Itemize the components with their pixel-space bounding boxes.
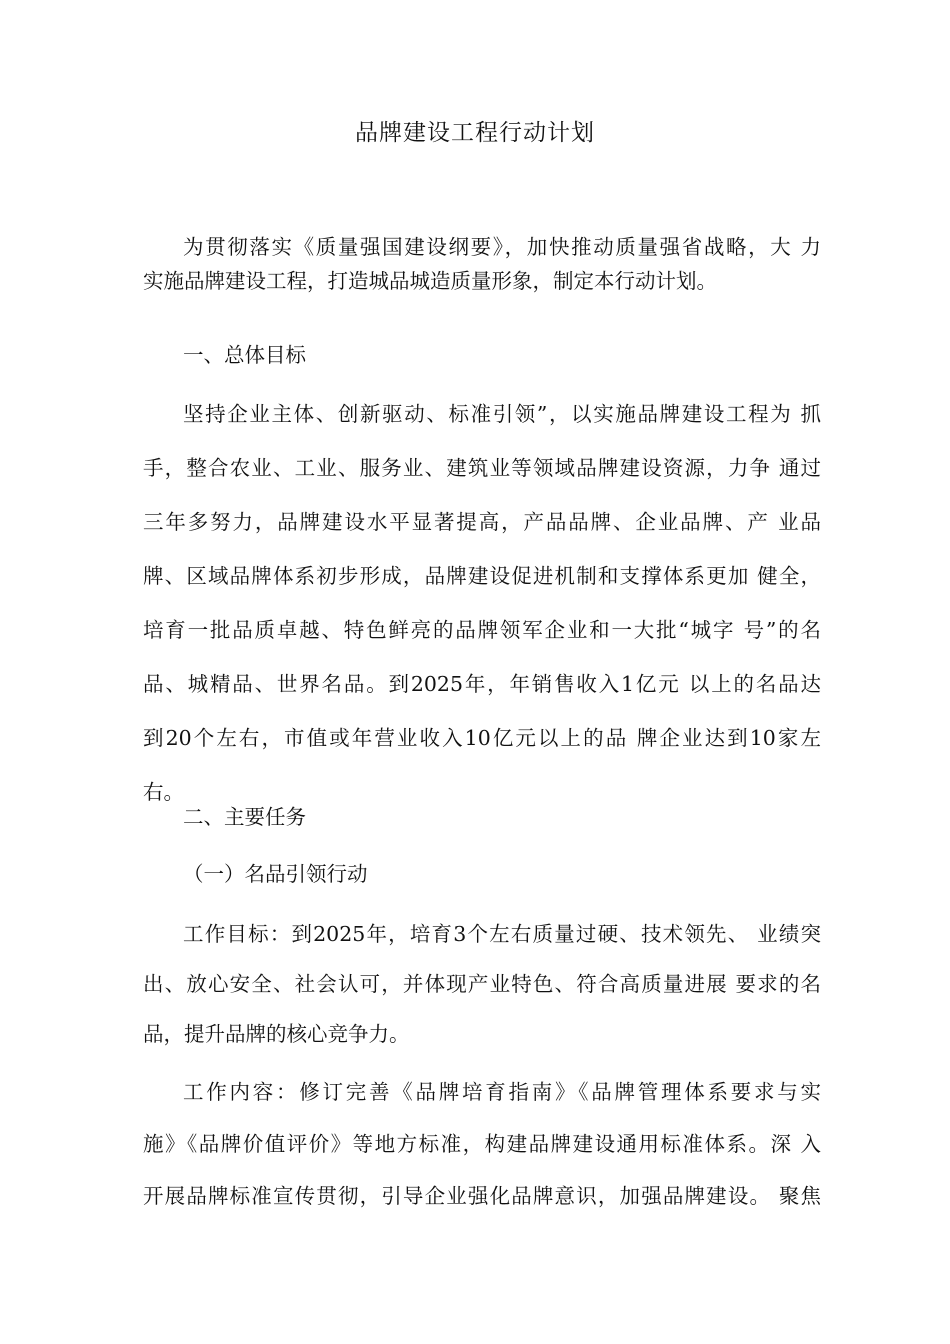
paragraph-line: 工作目标：到2025年，培育3个左右质量过硬、技术领先、 业绩突 [183,922,821,946]
paragraph-line: 到20个左右，市值或年营业收入10亿元以上的品 牌企业达到10家左 [143,726,821,750]
subsection-heading-brand-leading: （一）名品引领行动 [183,862,368,886]
paragraph-line: 品，提升品牌的核心竞争力。 [143,1022,410,1046]
paragraph-line: 工作内容：修订完善《品牌培育指南》《品牌管理体系要求与实 [183,1080,821,1104]
paragraph-line: 右。 [143,780,184,804]
paragraph-line: 出、放心安全、社会认可，并体现产业特色、符合高质量进展 要求的名 [143,972,821,996]
intro-paragraph [143,230,821,298]
document-title: 品牌建设工程行动计划 [355,120,595,146]
overall-goal-paragraph [143,397,821,809]
paragraph-line: 为贯彻落实《质量强国建设纲要》，加快推动质量强省战略，大 力 [183,235,821,259]
paragraph-line: 牌、区域品牌体系初步形成，品牌建设促进机制和支撑体系更加 健全， [143,564,821,588]
paragraph-line: 三年多努力，品牌建设水平显著提高，产品品牌、企业品牌、产 业品 [143,510,821,534]
work-content-paragraph [143,1075,821,1213]
section-heading-main-tasks: 二、主要任务 [183,805,306,829]
paragraph-line: 手，整合农业、工业、服务业、建筑业等领域品牌建设资源，力争 通过 [143,456,821,480]
paragraph-line: 施》《品牌价值评价》等地方标准，构建品牌建设通用标准体系。深 入 [143,1132,821,1156]
section-heading-overall-goal: 一、总体目标 [183,343,306,367]
paragraph-line: 品、城精品、世界名品。到2025年，年销售收入1亿元 以上的名品达 [143,672,821,696]
paragraph-line: 实施品牌建设工程，打造城品城造质量形象，制定本行动计划。 [143,269,717,293]
work-goal-paragraph [143,917,821,1051]
paragraph-line: 坚持企业主体、创新驱动、标准引领”，以实施品牌建设工程为 抓 [183,402,821,426]
paragraph-line: 开展品牌标准宣传贯彻，引导企业强化品牌意识，加强品牌建设。 聚焦 [143,1184,821,1208]
paragraph-line: 培育一批品质卓越、特色鲜亮的品牌领军企业和一大批“城字 号”的名 [143,618,821,642]
